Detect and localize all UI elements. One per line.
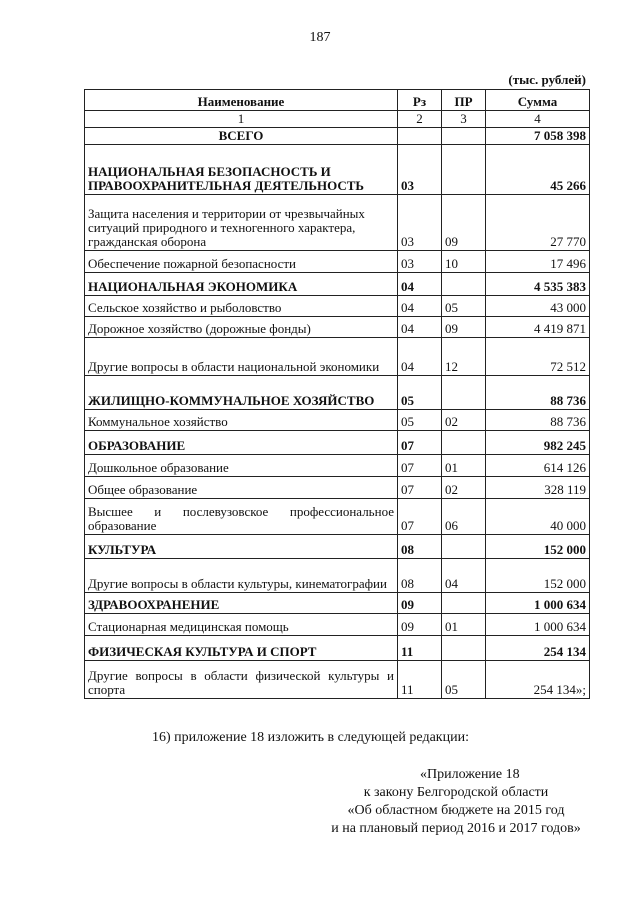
budget-table <box>84 89 590 699</box>
row-rz: 11 <box>398 636 442 661</box>
row-sum: 614 126 <box>486 455 590 477</box>
row-rz: 03 <box>398 145 442 195</box>
table-row <box>85 296 590 317</box>
row-name: Высшее и послевузовское профессиональное образование <box>85 499 398 535</box>
row-sum: 1 000 634 <box>486 593 590 614</box>
column-number: 2 <box>398 111 442 128</box>
row-sum: 17 496 <box>486 251 590 273</box>
row-name: Сельское хозяйство и рыболовство <box>85 296 398 317</box>
row-pr: 05 <box>442 296 486 317</box>
table-row <box>85 559 590 593</box>
header-row <box>85 90 590 111</box>
row-rz: 04 <box>398 317 442 338</box>
column-number: 1 <box>85 111 398 128</box>
row-name: Коммунальное хозяйство <box>85 410 398 431</box>
row-pr: 12 <box>442 338 486 376</box>
row-rz: 09 <box>398 593 442 614</box>
table-row <box>85 195 590 251</box>
appendix-line: «Об областном бюджете на 2015 год <box>347 803 565 818</box>
row-rz: 07 <box>398 477 442 499</box>
row-name: Другие вопросы в области физической культуры и спорта <box>85 661 398 699</box>
row-sum: 254 134 <box>486 636 590 661</box>
table-row <box>85 145 590 195</box>
row-sum: 328 119 <box>486 477 590 499</box>
table-row <box>85 593 590 614</box>
row-pr: 01 <box>442 455 486 477</box>
row-name: НАЦИОНАЛЬНАЯ БЕЗОПАСНОСТЬ И ПРАВООХРАНИТЕЛЬНАЯ ДЕЯТЕЛЬНОСТЬ <box>85 145 398 195</box>
row-name: ФИЗИЧЕСКАЯ КУЛЬТУРА И СПОРТ <box>85 636 398 661</box>
row-pr: 02 <box>442 477 486 499</box>
amendment-instruction: 16) приложение 18 изложить в следующей редакции: <box>152 730 469 745</box>
table-row <box>85 477 590 499</box>
row-pr <box>442 376 486 410</box>
row-sum: 45 266 <box>486 145 590 195</box>
row-sum: 152 000 <box>486 535 590 559</box>
total-row <box>85 128 590 145</box>
row-sum: 88 736 <box>486 376 590 410</box>
row-name: Дошкольное образование <box>85 455 398 477</box>
row-pr: 01 <box>442 614 486 636</box>
appendix-heading <box>320 766 592 838</box>
row-name: Обеспечение пожарной безопасности <box>85 251 398 273</box>
table-row <box>85 251 590 273</box>
total-pr <box>442 128 486 145</box>
units-label: (тыс. рублей) <box>508 72 586 87</box>
row-sum: 4 535 383 <box>486 273 590 296</box>
row-name: НАЦИОНАЛЬНАЯ ЭКОНОМИКА <box>85 273 398 296</box>
row-pr <box>442 273 486 296</box>
row-pr: 02 <box>442 410 486 431</box>
row-sum: 43 000 <box>486 296 590 317</box>
row-pr <box>442 431 486 455</box>
table-row <box>85 535 590 559</box>
row-pr: 09 <box>442 317 486 338</box>
appendix-line: «Приложение 18 <box>420 767 520 782</box>
row-rz: 09 <box>398 614 442 636</box>
row-sum: 40 000 <box>486 499 590 535</box>
row-sum: 152 000 <box>486 559 590 593</box>
row-name: ЗДРАВООХРАНЕНИЕ <box>85 593 398 614</box>
row-rz: 07 <box>398 499 442 535</box>
table-row <box>85 338 590 376</box>
table-row <box>85 661 590 699</box>
row-rz: 04 <box>398 273 442 296</box>
header-rz: Рз <box>398 90 442 111</box>
row-name: ЖИЛИЩНО-КОММУНАЛЬНОЕ ХОЗЯЙСТВО <box>85 376 398 410</box>
row-pr <box>442 593 486 614</box>
row-name: Общее образование <box>85 477 398 499</box>
total-value: 7 058 398 <box>486 128 590 145</box>
table-row <box>85 431 590 455</box>
total-label: ВСЕГО <box>85 128 398 145</box>
row-name: Защита населения и территории от чрезвычайных ситуаций природного и техногенного характера, гражданская оборона <box>85 195 398 251</box>
table-row <box>85 376 590 410</box>
total-rz <box>398 128 442 145</box>
row-name: ОБРАЗОВАНИЕ <box>85 431 398 455</box>
appendix-line: к закону Белгородской области <box>363 785 549 800</box>
row-rz: 03 <box>398 195 442 251</box>
row-pr: 09 <box>442 195 486 251</box>
row-rz: 04 <box>398 296 442 317</box>
row-rz: 04 <box>398 338 442 376</box>
row-pr: 10 <box>442 251 486 273</box>
column-number: 3 <box>442 111 486 128</box>
row-rz: 08 <box>398 559 442 593</box>
row-sum: 982 245 <box>486 431 590 455</box>
row-name: Стационарная медицинская помощь <box>85 614 398 636</box>
appendix-line: и на плановый период 2016 и 2017 годов» <box>331 821 581 836</box>
header-pr: ПР <box>442 90 486 111</box>
row-sum: 27 770 <box>486 195 590 251</box>
row-rz: 05 <box>398 410 442 431</box>
column-number: 4 <box>486 111 590 128</box>
column-numbers-row <box>85 111 590 128</box>
row-name: КУЛЬТУРА <box>85 535 398 559</box>
row-pr: 05 <box>442 661 486 699</box>
header-name: Наименование <box>85 90 398 111</box>
row-name: Другие вопросы в области национальной экономики <box>85 338 398 376</box>
table-row <box>85 614 590 636</box>
row-rz: 11 <box>398 661 442 699</box>
header-sum: Сумма <box>486 90 590 111</box>
row-rz: 05 <box>398 376 442 410</box>
row-sum: 88 736 <box>486 410 590 431</box>
table-row <box>85 455 590 477</box>
row-pr: 06 <box>442 499 486 535</box>
table-row <box>85 317 590 338</box>
row-rz: 03 <box>398 251 442 273</box>
row-sum: 1 000 634 <box>486 614 590 636</box>
row-sum: 254 134»; <box>486 661 590 699</box>
row-rz: 07 <box>398 431 442 455</box>
table-row <box>85 499 590 535</box>
row-sum: 72 512 <box>486 338 590 376</box>
row-rz: 07 <box>398 455 442 477</box>
row-sum: 4 419 871 <box>486 317 590 338</box>
row-name: Другие вопросы в области культуры, кинематографии <box>85 559 398 593</box>
row-pr <box>442 636 486 661</box>
table-row <box>85 273 590 296</box>
row-name: Дорожное хозяйство (дорожные фонды) <box>85 317 398 338</box>
row-pr <box>442 145 486 195</box>
table-row <box>85 636 590 661</box>
row-rz: 08 <box>398 535 442 559</box>
row-pr <box>442 535 486 559</box>
table-row <box>85 410 590 431</box>
page-number: 187 <box>309 30 331 45</box>
row-pr: 04 <box>442 559 486 593</box>
